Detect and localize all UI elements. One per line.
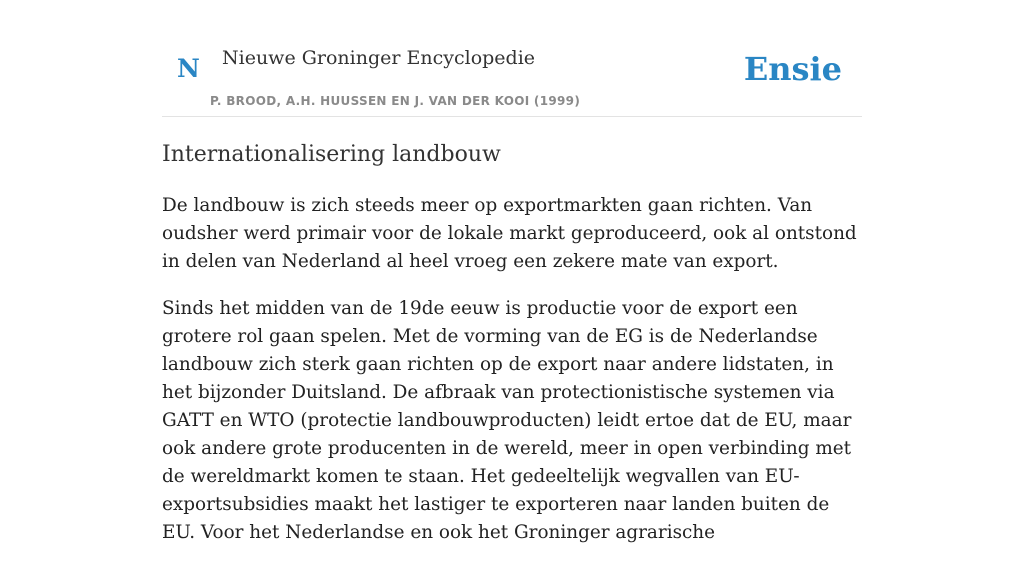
article-title: Internationalisering landbouw (162, 142, 501, 167)
article-paragraph: Sinds het midden van de 19de eeuw is productie voor de export een grotere rol gaan spelen. Met de vorming van de EG is de Nederlandse landbouw zich sterk gaan richten op de export naar andere lidstaten, in het bijzonder Duitsland. De afbraak van protectionistische systemen via GATT en WTO (protectie landbouwproducten) leidt ertoe dat de EU, maar ook andere grote producenten in de wereld, meer in open verbinding met de wereldmarkt komen te staan. Het gedeeltelijk wegvallen van EU-exportsubsidies maakt het lastiger te exporteren naar landen buiten de EU. Voor het Nederlandse en ook het Groninger agrarische (162, 298, 852, 543)
article-body (162, 192, 862, 566)
ensie-logo-link[interactable]: Ensie (743, 50, 842, 88)
article-paragraph: De landbouw is zich steeds meer op exportmarkten gaan richten. Van oudsher werd primair voor de lokale markt geproduceerd, ook al ontstond in delen van Nederland al heel vroeg een zekere mate van export. (162, 195, 857, 272)
publication-title[interactable]: Nieuwe Groninger Encyclopedie (222, 47, 536, 69)
publication-logo[interactable]: N (177, 54, 200, 83)
source-header (162, 0, 862, 117)
publication-authors: P. BROOD, A.H. HUUSSEN EN J. VAN DER KOOI (1999) (210, 94, 581, 108)
